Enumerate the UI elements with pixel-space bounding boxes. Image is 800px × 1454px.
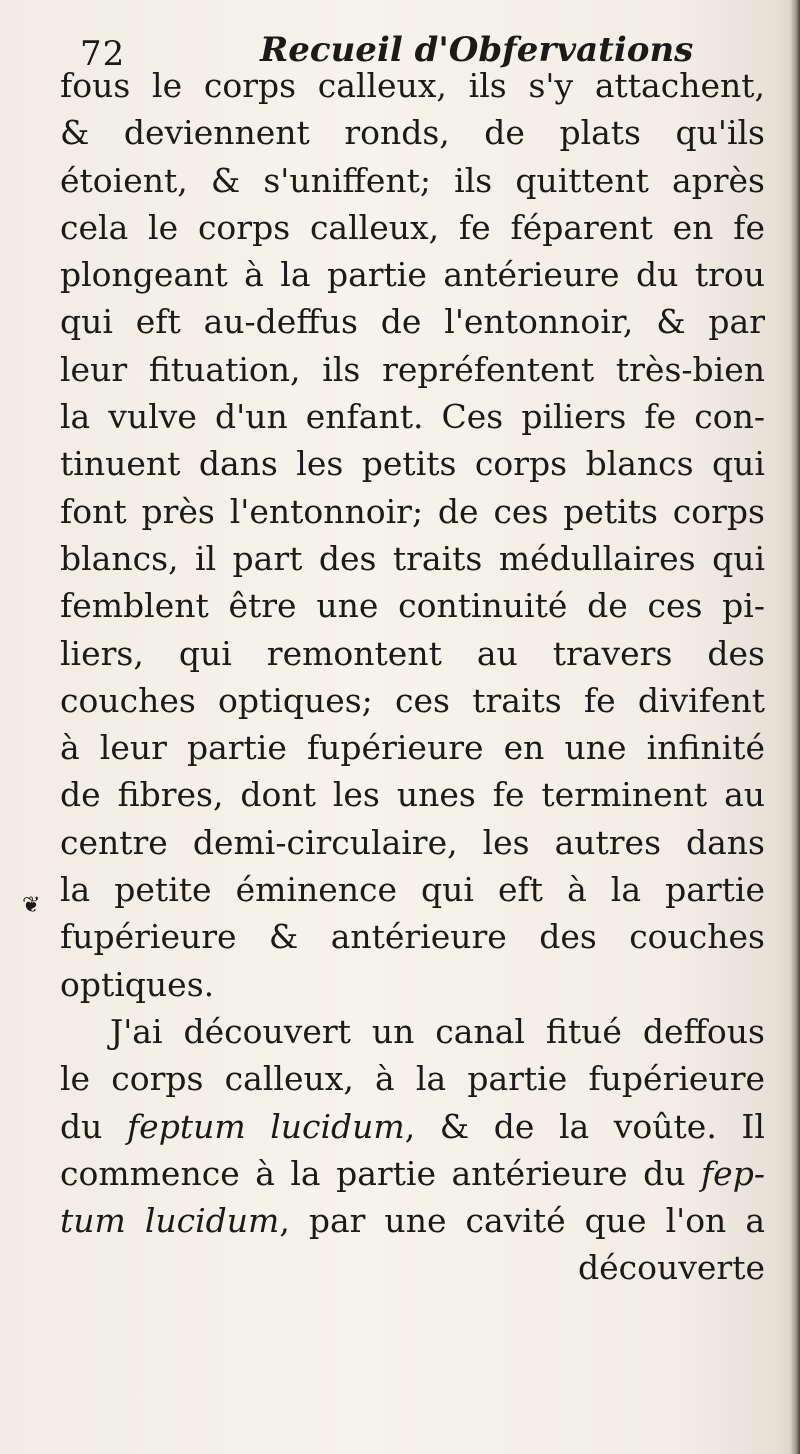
text-line: qui eft au-deffus de l'entonnoir, & par [60,302,765,342]
text-fragment: du [60,1106,127,1146]
text-line: femblent être une continuité de ces pi- [60,586,765,626]
text-line: centre demi-circulaire, les autres dans [60,822,765,862]
margin-mark: ❦ [22,893,41,918]
text-line: couches optiques; ces traits fe divifent [60,680,765,720]
text-line: fous le corps calleux, ils s'y attachent, [60,66,765,105]
text-line: le corps calleux, à la partie fupérieure [60,1059,765,1099]
text-line: cela le corps calleux, fe féparent en fe [60,207,765,247]
text-line: font près l'entonnoir; de ces petits corps [60,491,765,531]
text-line [60,1150,765,1197]
text-line [60,1103,765,1150]
text-fragment: , par une cavité que l'on a [279,1201,766,1241]
text-line [60,1197,765,1244]
text-line: liers, qui remontent au travers des [60,633,765,673]
text-line: plongeant à la partie antérieure du trou [60,255,765,295]
italic-term: tum lucidum [60,1201,280,1241]
text-line: fupérieure & antérieure des couches [60,917,765,957]
text-line: la vulve d'un enfant. Ces piliers fe con- [60,397,765,437]
text-line: la petite éminence qui eft à la partie [60,870,765,910]
page-number: 72 [80,34,126,74]
italic-term: feptum lucidum [126,1106,405,1146]
page-edge-shadow [790,0,800,1454]
body-text [60,62,765,1292]
text-line: de fibres, dont les unes fe terminent au [60,775,765,815]
text-line: tinuent dans les petits corps blancs qui [60,444,765,484]
text-line: leur fituation, ils repréfentent très-bien [60,349,765,389]
italic-term: fep- [700,1153,765,1193]
running-title: Recueil d'Obfervations [260,30,694,70]
text-line: étoient, & s'uniffent; ils quittent après [60,160,765,200]
text-line: à leur partie fupérieure en une infinité [60,728,765,768]
text-line: blancs, il part des traits médullaires qui [60,538,765,578]
text-fragment: commence à la partie antérieure du [60,1153,701,1193]
text-fragment: , & de la voûte. Il [404,1106,765,1146]
text-line: optiques. [60,964,215,1004]
text-line: J'ai découvert un canal fitué deffous [110,1011,765,1051]
text-line: & deviennent ronds, de plats qu'ils [60,113,765,153]
catchword: découverte [578,1248,765,1288]
